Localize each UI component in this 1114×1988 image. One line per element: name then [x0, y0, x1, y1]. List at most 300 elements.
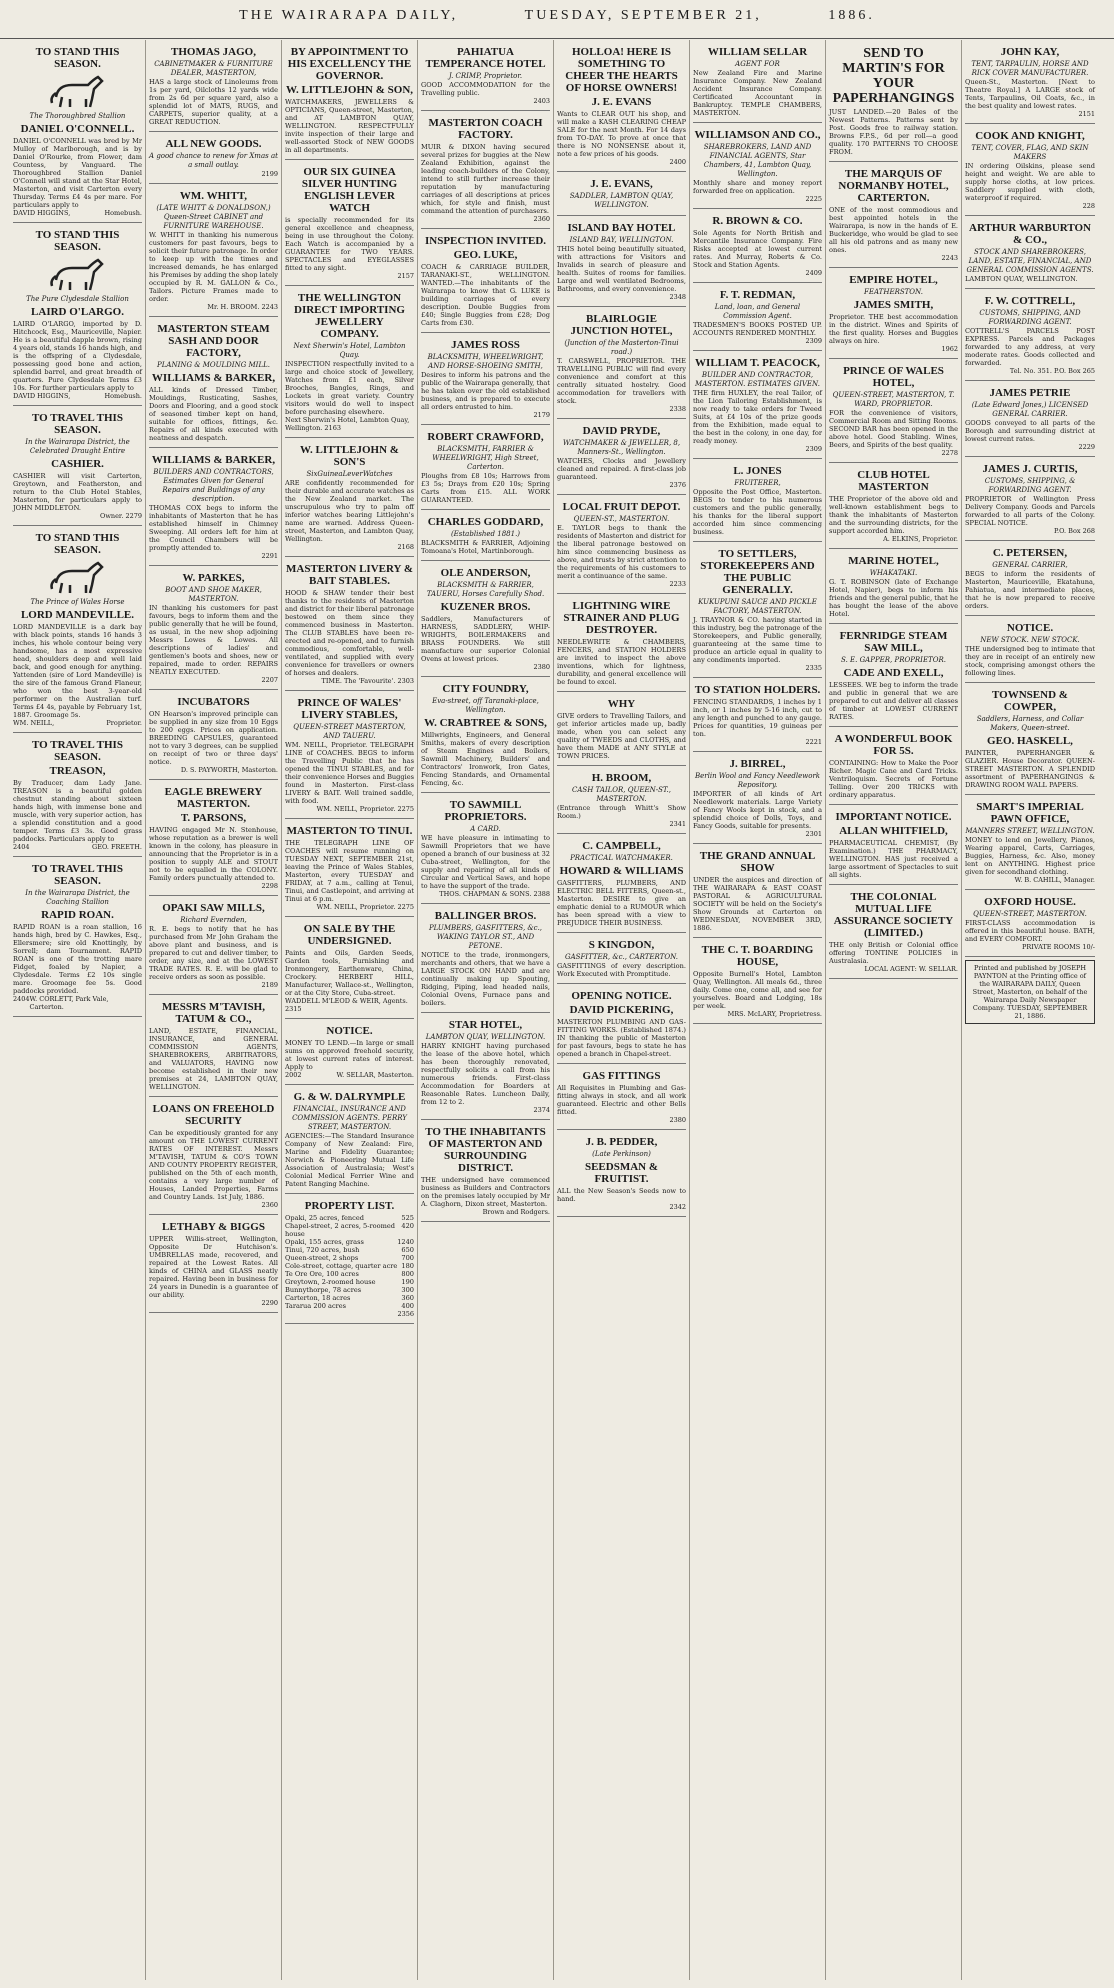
ad-footer	[829, 254, 958, 262]
ad-footer	[421, 663, 550, 671]
ad-footer-right: 2157	[397, 272, 414, 280]
advertisement	[285, 819, 414, 917]
ad-title: MARINE HOTEL,	[848, 555, 939, 567]
advertisement	[421, 904, 550, 1013]
advertisement	[557, 933, 686, 984]
ad-body-text: CASHIER will visit Carterton, Greytown, and Featherston, and return to the Club Hotel Stables, Masterton, for particulars apply to JOHN MIDDLETON.	[13, 472, 142, 512]
ad-subtitle: (Established 1881.)	[450, 530, 521, 538]
property-price: 400	[401, 1302, 414, 1310]
ad-body-text: JUST LANDED.—20 Bales of the Newest Patterns. Patterns sent by Post. Goods free to railway station. Browns F.P.S., 6d per roll—a good quality. 170 PATTERNS TO CHOOSE FROM.	[829, 108, 958, 156]
ad-footer-left: 2002	[285, 1071, 302, 1079]
ad-body-text: MASTERTON PLUMBING AND GAS-FITTING WORKS. (Established 1874.) IN thanking the public of Masterton for past favours, begs to state he has opened a branch in Chapel-street.	[557, 1018, 686, 1058]
advertisement	[557, 594, 686, 692]
ad-footer-right: 2290	[261, 1299, 278, 1307]
advertisement	[829, 162, 958, 268]
ad-footer-left: 2404	[13, 843, 30, 851]
ad-subtitle: SADDLER, LAMBTON QUAY, WELLINGTON.	[569, 192, 674, 209]
advertisement	[965, 289, 1095, 381]
ad-heading: J. E. EVANS	[591, 96, 652, 108]
advertisement	[965, 795, 1095, 890]
ad-footer	[557, 1116, 686, 1124]
ad-subtitle: (Late Edward Jones,) LICENSED GENERAL CARRIER.	[971, 401, 1089, 418]
ad-title: TOWNSEND & COWPER,	[992, 689, 1068, 713]
ad-title: TO STAND THIS SEASON.	[35, 46, 120, 70]
ad-footer-right: Homebush.	[104, 392, 142, 400]
ad-footer-left: DAVID HIGGINS,	[13, 392, 71, 400]
ad-body-text: CONTAINING: How to Make the Poor Richer. Magic Cane and Card Tricks. Ventriloquism. Secrets of Fortune Telling. Over 200 TRICKS with ordinary apparatus.	[829, 759, 958, 799]
ad-body-text: TRADESMEN'S BOOKS POSTED UP. ACCOUNTS RENDERED MONTHLY.	[693, 321, 822, 337]
ad-title: TO THE INHABITANTS OF MASTERTON AND SURROUNDING DISTRICT.	[425, 1126, 546, 1174]
ad-subtitle: SHAREBROKERS, LAND AND FINANCIAL AGENTS, Star Chambers, 41, Lambton Quay, Wellington.	[703, 143, 812, 178]
property-item: Tinui, 720 acres, bush	[285, 1246, 360, 1254]
ad-body-text: Proprietor. THE best accommodation in the district. Wines and Spirits of the first quality. Horses and Buggies always on hire.	[829, 313, 958, 345]
ad-footer	[965, 202, 1095, 210]
ad-subtitle: (Junction of the Masterton-Tinui road.)	[564, 339, 679, 356]
ad-subtitle: In the Wairarapa District, the Celebrated Draught Entire	[25, 438, 130, 455]
advertisement	[421, 40, 550, 111]
advertisement	[13, 40, 142, 223]
ad-subtitle: In the Wairarapa District, the Coaching Stallion	[25, 889, 130, 906]
ad-body-text: LAIRD O'LARGO, imported by D. Hitchcock, Esq., Mauriceville, Napier. He is a beautiful dapple brown, rising 4 years old, stands 16 hands high, and is the offspring of a Clydesdale, possessing good bone and action, splendid barrel, and great breadth of quarters. Pure Clydesdale Terms £3 10s. For further particulars apply to	[13, 320, 142, 392]
ad-footer-left: WM. NEILL,	[13, 719, 55, 727]
ad-title: H. BROOM,	[591, 772, 652, 784]
property-item: Tararua 200 acres	[285, 1302, 347, 1310]
ad-subtitle: Next Sherwin's Hotel, Lambton Quay.	[293, 342, 406, 359]
advertisement	[149, 132, 278, 184]
ad-footer-right: 2298	[261, 882, 278, 890]
ad-footer-right: 2225	[805, 195, 822, 203]
property-price: 300	[401, 1286, 414, 1294]
property-item: Greytown, 2-roomed house	[285, 1278, 376, 1286]
advertisement	[693, 542, 822, 678]
ad-body-text: WATCHMAKERS, JEWELLERS & OPTICIANS, Queen-street, Masterton, and AT LAMBTON QUAY, WELLINGTON. RESPECTFULLY invite inspection of their large and well-assorted Stock of NEW GOODS in all departments.	[285, 98, 414, 154]
ad-heading: TREASON,	[49, 765, 106, 777]
ad-heading: SEEDSMAN & FRUITIST.	[584, 1161, 659, 1185]
ad-footer-right: 2229	[1078, 443, 1095, 451]
advertisement	[557, 1130, 686, 1217]
ad-footer	[829, 345, 958, 353]
advertisement	[557, 692, 686, 766]
advertisement	[149, 566, 278, 690]
ad-footer-right: W. CORLETT, Park Vale, Carterton.	[29, 995, 109, 1011]
ad-footer-right: 2342	[669, 1203, 686, 1211]
ad-body-text: MUIR & DIXON having secured several prizes for buggies at the New Zealand Exhibition, against the leading coach-builders of the Colony, intend to still further increase their reputation by manufacturing carriages of all descriptions at prices which, for style and finish, must command the attention of purchasers.	[421, 143, 550, 215]
ad-heading: HOWARD & WILLIAMS	[559, 865, 684, 877]
ad-subtitle: A CARD.	[470, 825, 501, 833]
ad-title: J. BIRREL,	[729, 758, 786, 770]
ad-footer-right: 2374	[533, 1106, 550, 1114]
ad-footer-right: 2409	[805, 269, 822, 277]
ad-footer-right: 2199	[261, 170, 278, 178]
table-row	[285, 1278, 414, 1286]
ad-heading: DAVID PICKERING,	[569, 1004, 674, 1016]
ad-body-text: PROPRIETOR of Wellington Press Delivery Company. Goods and Parcels forwarded to all parts of the Colony. SPECIAL NOTICE.	[965, 495, 1095, 527]
advertisement	[285, 1085, 414, 1194]
ad-title: MASTERTON TO TINUI.	[286, 825, 413, 837]
ad-footer-left: 2404	[13, 995, 30, 1003]
ad-subtitle: BUILDER AND CONTRACTOR, MASTERTON. ESTIMATES GIVEN.	[695, 371, 820, 388]
column-7	[826, 40, 962, 1980]
ad-body-text: MONEY to lend on Jewellery, Pianos, Wearing apparel, Carts, Carriages, Buggies, Harness, &c. Also, money lent on ANYTHING. Highest price given for secondhand clothing.	[965, 836, 1095, 876]
ad-body-text: All Requisites in Plumbing and Gas-fitting always in stock, and all work guaranteed. Electric and other Bells fitted.	[557, 1084, 686, 1116]
ad-title: NOTICE.	[1006, 622, 1054, 634]
ad-body-text: New Zealand Fire and Marine Insurance Company. New Zealand Accident Insurance Company. Certificated Accountant in Bankruptcy. TEMPLE CHAMBERS, MASTERTON.	[693, 69, 822, 117]
ad-footer	[285, 677, 414, 685]
ad-title: WM. WHITT,	[179, 190, 248, 202]
ad-footer	[421, 890, 550, 898]
ad-footer	[693, 664, 822, 672]
advertisement	[285, 691, 414, 819]
ad-footer-right: Owner. 2279	[100, 512, 142, 520]
property-price: 360	[401, 1294, 414, 1302]
advertisement	[421, 510, 550, 561]
ad-body-text: ALL the New Season's Seeds now to hand.	[557, 1187, 686, 1203]
ad-body-text: HARRY KNIGHT having purchased the lease of the above hotel, which has been thoroughly renovated, respectfully solicits a call from his numerous friends. First-class Accommodation for Boarders at Reasonable Rates. Luncheon Daily, from 12 to 2.	[421, 1042, 550, 1106]
advertisement	[149, 40, 278, 132]
ad-footer-right: Homebush.	[104, 209, 142, 217]
ad-body-text: FENCING STANDARDS, 1 inches by 1 inch, or 1 inches by 5-16 inch, cut to any length and punched to any gauge. Prices for quantities, 19 guineas per ton.	[693, 698, 822, 738]
ad-footer	[421, 215, 550, 223]
ad-body-text: GOODS conveyed to all parts of the Borough and surrounding district at lowest current rates.	[965, 419, 1095, 443]
ad-title: A WONDERFUL BOOK FOR 5S.	[834, 733, 953, 757]
ad-body-text: Queen-St., Masterton. [Next to Theatre Royal.] A LARGE stock of Tents, Tarpaulins, Oil Coats, &c., in the best quality and lowest rates.	[965, 78, 1095, 110]
advertisement	[693, 752, 822, 844]
advertisement	[557, 834, 686, 933]
ad-subtitle: Eva-street, off Taranaki-place, Wellington.	[432, 697, 539, 714]
ad-footer	[149, 170, 278, 178]
ad-footer	[421, 1208, 550, 1216]
advertisement	[285, 557, 414, 691]
advertisement	[965, 124, 1095, 216]
ad-subtitle: TENT, TARPAULIN, HORSE AND RICK COVER MANUFACTURER.	[971, 60, 1089, 77]
ad-body-text: THIS hotel being beautifully situated, with attractions for Visitors and Invalids in search of pleasure and health. Suites of rooms for families. Large and well ventilated Bedrooms, Bathrooms, and every convenience.	[557, 245, 686, 293]
ad-footer	[965, 443, 1095, 451]
ad-title: LETHABY & BIGGS	[162, 1221, 265, 1233]
ad-title: OPENING NOTICE.	[571, 990, 672, 1002]
ad-footer-right: 2376	[669, 481, 686, 489]
advertisement	[557, 172, 686, 216]
ad-title: EMPIRE HOTEL,	[849, 274, 938, 286]
ad-title: THE GRAND ANNUAL SHOW	[699, 850, 816, 874]
advertisement	[285, 438, 414, 557]
ad-footer-right: 1962	[941, 345, 958, 353]
advertisement	[557, 495, 686, 594]
ad-heading: W. LITTLEJOHN & SON,	[285, 84, 414, 96]
ad-footer	[149, 552, 278, 560]
ad-footer	[285, 1310, 414, 1318]
ad-footer	[557, 158, 686, 166]
property-price: 650	[401, 1246, 414, 1254]
advertisement	[693, 938, 822, 1024]
ad-footer-right: 2309	[805, 337, 822, 345]
ad-subtitle: WHAKATAKI.	[869, 569, 918, 577]
ad-title: LOANS ON FREEHOLD SECURITY	[152, 1103, 275, 1127]
ad-footer-right: 2291	[261, 552, 278, 560]
ad-subtitle: FEATHERSTON.	[864, 288, 923, 296]
ad-heading: DANIEL O'CONNELL.	[20, 123, 135, 135]
ad-body-text: Desires to inform his patrons and the public of the Wairarapa generally, that he has taken over the old established business, and is prepared to execute all orders entrusted to him.	[421, 371, 550, 411]
ad-subtitle: The Thoroughbred Stallion	[29, 112, 126, 120]
ad-footer-right: 2309	[805, 445, 822, 453]
ad-title: JOHN KAY,	[1000, 46, 1060, 58]
horse-illustration	[48, 73, 108, 109]
ad-body-text: THE only British or Colonial office offering TONTINE POLICIES in Australasia.	[829, 941, 958, 965]
ad-subtitle: CUSTOMS, SHIPPING, & FORWARDING AGENT.	[984, 477, 1076, 494]
ad-footer-right: 2380	[669, 1116, 686, 1124]
advertisement	[829, 549, 958, 624]
property-price: 420	[401, 1222, 414, 1230]
ad-subtitle: BLACKSMITH, WHEELWRIGHT, AND HORSE-SHOEING SMITH,	[427, 353, 544, 370]
ad-body-text: Wants to CLEAR OUT his shop, and will make a KASH CLEARING CHEAP SALE for the next Month. For 14 days from TO-DAY. To prove at once that there is NO NONSENSE about it, note a few prices of his goods.	[557, 110, 686, 158]
ad-footer	[285, 805, 414, 813]
ad-title: DAVID PRYDE,	[582, 425, 661, 437]
advertisement	[557, 766, 686, 834]
advertisement	[557, 984, 686, 1064]
advertisement	[965, 40, 1095, 124]
property-price: 800	[401, 1270, 414, 1278]
ad-body-text: HAVING engaged Mr N. Stenhouse, whose reputation as a brewer is well known in the colony, has pleasure in announcing that the Proprietor is in a position to supply ALE and STOUT not to be equalled in the COLONY. Family orders punctually attended to.	[149, 826, 278, 882]
ad-subtitle: QUEEN-STREET MASTERTON, AND TAUERU.	[293, 723, 406, 740]
ad-body-text: IN ordering Oilskins, please send height and weight. We are able to supply horse cloths, at low prices. Saddlery supplied with cloth, waterproof if required.	[965, 162, 1095, 202]
property-item: Carterton, 18 acres	[285, 1294, 351, 1302]
advertisement	[149, 184, 278, 317]
ad-title: R. BROWN & CO.	[712, 215, 803, 227]
advertisement	[285, 160, 414, 286]
advertisement	[965, 616, 1095, 683]
ad-title: OLE ANDERSON,	[440, 567, 531, 579]
ad-title: EAGLE BREWERY MASTERTON.	[164, 786, 263, 810]
ad-title: TO STAND THIS SEASON.	[35, 532, 120, 556]
ad-footer-right: 2400	[669, 158, 686, 166]
ad-footer-right: W. B. CAHILL, Manager.	[1014, 876, 1095, 884]
property-item: Opaki, 155 acres, grass	[285, 1238, 364, 1246]
ad-footer	[829, 965, 958, 973]
horse-illustration	[48, 256, 108, 292]
ad-heading: CASHIER.	[51, 458, 104, 470]
ad-subtitle: PRACTICAL WATCHMAKER.	[570, 854, 673, 862]
ad-title: SMART'S IMPERIAL PAWN OFFICE,	[976, 801, 1084, 825]
ad-heading: LORD MANDEVILLE.	[20, 609, 135, 621]
ad-title: ROBERT CRAWFORD,	[427, 431, 544, 443]
property-item: Te Ore Ore, 100 acres	[285, 1270, 359, 1278]
ad-footer-right: Mr. H. BROOM. 2243	[207, 303, 278, 311]
ad-title: HOLLOA! HERE IS SOMETHING TO CHEER THE HEARTS OF HORSE OWNERS!	[565, 46, 678, 94]
ad-heading: T. PARSONS,	[180, 812, 247, 824]
advertisement	[693, 283, 822, 351]
ad-body-text: BEGS to inform the residents of Masterton, Mauriceville, Ekatahuna, Pahiatua, and intermediate places, that he is now prepared to receive orders.	[965, 570, 1095, 610]
ad-title: LIGHTNING WIRE STRAINER AND PLUG DESTROYER.	[563, 600, 680, 636]
property-price: 180	[401, 1262, 414, 1270]
ad-title: PRINCE OF WALES HOTEL,	[843, 365, 944, 389]
advertisement	[149, 1097, 278, 1215]
ad-body-text: RAPID ROAN is a roan stallion, 16 hands high, bred by C. Hawkes, Esq., Ellersmere; sire old Knottingly, by Sorrell; dam Tournament. RAPID ROAN is one of the trotting mare Fidget, foaled by Napier, a Clydesdale. Terms £2 10s single mare. Groomage fee 5s. Good paddocks provided.	[13, 923, 142, 995]
advertisement	[693, 351, 822, 459]
table-row	[285, 1222, 414, 1238]
ad-title: J. E. EVANS,	[590, 178, 653, 190]
ad-body-text: COTTRELL'S PARCELS POST EXPRESS. Parcels and Packages forwarded to any address, at very moderate rates. Goods collected and forwarded.	[965, 327, 1095, 367]
advertisement	[421, 425, 550, 510]
advertisement	[965, 890, 1095, 957]
ad-subtitle: Richard Evernden,	[180, 916, 247, 924]
ad-footer-right: 2356	[397, 1310, 414, 1318]
ad-subtitle: NEW STOCK. NEW STOCK.	[980, 636, 1080, 644]
ad-title: INCUBATORS	[177, 696, 250, 708]
column-6	[690, 40, 826, 1980]
ad-subtitle: BOOT AND SHOE MAKER, MASTERTON.	[165, 586, 262, 603]
ad-body-text: BLACKSMITH & FARRIER, Adjoining Tomoana's Hotel, Martinborough.	[421, 539, 550, 555]
ad-body-text: ONE of the most commodious and best appointed hotels in the Wairarapa, is now in the hands of E. Buckeridge, who would be glad to see all his old patrons and as many new ones.	[829, 206, 958, 254]
ad-subtitle: The Pure Clydesdale Stallion	[26, 295, 129, 303]
ad-body-text: IN thanking his customers for past favours, begs to inform them and the public generally that he will be found, as usual, in the new shop adjoining Messrs Lowes & Lowes. All descriptions of ladies' and gentlemen's boots and shoes, new or repaired, made to order. REPAIRS NEATLY EXECUTED.	[149, 604, 278, 676]
ad-footer-right: 2168	[397, 543, 414, 551]
ad-title: TO STAND THIS SEASON.	[35, 229, 120, 253]
ad-title: TO STATION HOLDERS.	[694, 684, 821, 696]
property-price: 1240	[397, 1238, 414, 1246]
ad-title: MASTERTON LIVERY & BAIT STABLES.	[286, 563, 413, 587]
ad-footer-right: 2380	[533, 663, 550, 671]
advertisement	[285, 40, 414, 160]
ad-body-text: GOOD ACCOMMODATION for the Travelling public.	[421, 81, 550, 97]
ad-title: ALL NEW GOODS.	[165, 138, 262, 150]
advertisement	[829, 40, 958, 162]
ad-subtitle: PLUMBERS, GASFITTERS, &c., WAKING TAYLOR ST., AND PETONE.	[428, 924, 543, 950]
ad-subtitle: KUKUPUNI SAUCE AND PICKLE FACTORY, MASTERTON.	[698, 598, 817, 615]
ad-title: THE COLONIAL MUTUAL LIFE ASSURANCE SOCIETY (LIMITED.)	[833, 891, 954, 939]
masthead	[0, 8, 1114, 39]
ad-footer	[285, 543, 414, 551]
advertisement	[557, 419, 686, 495]
advertisement	[421, 333, 550, 425]
masthead-right: 1886.	[828, 8, 875, 23]
advertisement	[149, 780, 278, 896]
ad-body-text: (Entrance through Whitt's Show Room.)	[557, 804, 686, 820]
ad-subtitle: (Late Perkinson)	[592, 1150, 651, 1158]
ad-title: F. T. REDMAN,	[719, 289, 796, 301]
ad-footer-right: 2233	[669, 580, 686, 588]
ad-title: F. W. COTTRELL,	[984, 295, 1076, 307]
ad-title: STAR HOTEL,	[448, 1019, 523, 1031]
ad-footer	[13, 719, 142, 727]
ad-subtitle: QUEEN-STREET, MASTERTON, T. WARD, PROPRIETOR.	[832, 391, 955, 408]
advertisement	[557, 307, 686, 419]
ad-body-text: Saddlers, Manufacturers of HARNESS, SADDLERY, WHIP-WRIGHTS, BOILERMAKERS and BRASS FOUNDERS. We still manufacture our superior Colonial Ovens at lowest prices.	[421, 615, 550, 663]
ad-footer	[693, 445, 822, 453]
ad-footer-right: Proprietor.	[106, 719, 142, 727]
ad-subtitle: The Prince of Wales Horse	[30, 598, 125, 606]
ad-title: C. CAMPBELL,	[582, 840, 661, 852]
advertisement	[285, 1194, 414, 1324]
ad-body-text: ALL kinds of Dressed Timber, Mouldings, Rusticating, Sashes, Doors and Flooring, and a good stock of seasoned timber kept on hand, suitable for offices, fittings, &c. Repairs of all kinds executed with neatness and despatch.	[149, 386, 278, 442]
ad-heading: GEO. HASKELL,	[987, 735, 1073, 747]
ad-footer	[13, 995, 142, 1011]
ad-body-text: PAINTER, PAPERHANGER & GLAZIER. House Decorator. QUEEN-STREET MASTERTON. A SPLENDID assortment of PAPERHANGINGS & DRAWING ROOM WALL PAPERS.	[965, 749, 1095, 789]
ad-heading: RAPID ROAN.	[41, 909, 114, 921]
ad-subtitle: AGENT FOR	[735, 60, 780, 68]
ad-body-text: IMPORTER of all kinds of Art Needlework materials. Large Variety of Fancy Wools kept in stock, and a splendid choice of Dolls, Toys, and Fancy Goods, suitable for presents.	[693, 790, 822, 830]
advertisement	[693, 678, 822, 752]
ad-title: NOTICE.	[326, 1025, 373, 1037]
ad-footer	[557, 405, 686, 413]
ad-footer-right: 2151	[1078, 110, 1095, 118]
ad-title: W. LITTLEJOHN & SON'S	[300, 444, 399, 468]
advertisement	[693, 40, 822, 123]
ad-body-text: UNDER the auspices and direction of THE WAIRARAPA & EAST COAST PASTORAL & AGRICULTURAL SOCIETY will be held on the Society's Show Grounds at Carterton on WEDNESDAY, NOVEMBER 3RD, 1886.	[693, 876, 822, 932]
ad-body-text: Millwrights, Engineers, and General Smiths, makers of every description of Steam Engines and Boilers, Sawmill Machinery, Builders' and Contractors' Ironwork, Iron Gates, Fencing Standards, and Ornamental Fencing, &c.	[421, 731, 550, 787]
ad-body-text: Opposite the Post Office, Masterton. BEGS to tender to his numerous customers and the public generally, his thanks for the liberal support accorded him since commencing business.	[693, 488, 822, 536]
ad-footer-right: A. ELKINS, Proprietor.	[883, 535, 958, 543]
ad-subtitle: QUEEN-ST., MASTERTON.	[573, 515, 670, 523]
property-list-table	[285, 1214, 414, 1310]
ad-footer	[149, 1299, 278, 1307]
ad-title: JAMES J. CURTIS,	[982, 463, 1078, 475]
ad-subtitle: CABINETMAKER & FURNITURE DEALER, MASTERTON,	[154, 60, 273, 77]
property-price: 190	[401, 1278, 414, 1286]
ad-footer	[285, 903, 414, 911]
ad-footer-right: 2338	[669, 405, 686, 413]
ad-footer	[149, 303, 278, 311]
advertisement	[965, 216, 1095, 289]
ad-body-text: WM. NEILL, Proprietor. TELEGRAPH LINE of COACHES. BEGS to inform the Travelling Public that he has opened the TINUI STABLES, and for their convenience Horses and Buggies found in Masterton. First-class LIVERY & BAIT. Well trained saddle, with food.	[285, 741, 414, 805]
ad-subtitle: BLACKSMITH, FARRIER & WHEELWRIGHT, High Street, Carterton.	[432, 445, 539, 471]
ad-title: SEND TO MARTIN'S FOR YOUR PAPERHANGINGS	[832, 46, 955, 106]
ad-body-text: ON Hearson's improved principle can be supplied in any size from 10 Eggs to 200 eggs. Prices on application. BREEDING CAPSULES, guaranteed not to vary 3 degrees, can be supplied on receipt of two or three days' notice.	[149, 710, 278, 766]
ad-footer	[13, 843, 142, 851]
ad-title: WILLIAM SELLAR	[707, 46, 808, 58]
ad-title: CITY FOUNDRY,	[442, 683, 529, 695]
ad-subtitle: PLANING & MOULDING MILL.	[157, 361, 270, 369]
ad-title: TO SETTLERS, STOREKEEPERS AND THE PUBLIC GENERALLY.	[700, 548, 815, 596]
ad-title: LOCAL FRUIT DEPOT.	[562, 501, 681, 513]
ad-footer	[829, 449, 958, 457]
ad-footer-right: 2179	[533, 411, 550, 419]
ad-body-text: LESSEES. WE beg to inform the trade and public in general that we are prepared to cut and deliver all classes of timber at LOWEST CURRENT RATES.	[829, 681, 958, 721]
ad-title: WILLIAMS & BARKER,	[151, 454, 276, 466]
ad-footer-right: 2243	[941, 254, 958, 262]
ad-body-text: Monthly share and money report forwarded free on application.	[693, 179, 822, 195]
advertisement	[285, 286, 414, 438]
ad-title: TO TRAVEL THIS SEASON.	[32, 412, 123, 436]
ad-subtitle: TENT, COVER, FLAG, AND SKIN MAKERS	[971, 144, 1089, 161]
ad-title: MASTERTON COACH FACTORY.	[428, 117, 543, 141]
ad-footer	[693, 195, 822, 203]
ad-heading: ALLAN WHITFIELD,	[839, 825, 948, 837]
advertisement	[965, 381, 1095, 457]
ad-title: OUR SIX GUINEA SILVER HUNTING ENGLISH LEVER WATCH	[301, 166, 398, 214]
ad-footer-right: WM. NEILL, Proprietor. 2275	[316, 903, 414, 911]
table-row	[285, 1214, 414, 1222]
ad-title: ARTHUR WARBURTON & CO.,	[969, 222, 1091, 246]
ad-title: JAMES ROSS	[451, 339, 520, 351]
property-item: Queen-street, 2 shops	[285, 1254, 359, 1262]
ad-footer	[829, 535, 958, 543]
ad-footer	[965, 943, 1095, 951]
ad-subtitle: Berlin Wool and Fancy Needlework Repository.	[694, 772, 821, 789]
ad-subtitle: GASFITTER, &c., CARTERTON.	[565, 953, 678, 961]
column-3	[282, 40, 418, 1980]
ad-subtitle: FINANCIAL, INSURANCE AND COMMISSION AGENTS. PERRY STREET, MASTERTON.	[292, 1105, 407, 1131]
ad-body-text: R. E. begs to notify that he has purchased from Mr John Graham the above plant and business, and is prepared to cut and deliver timber, to order, any size, and at the LOWEST TRADE RATES. R. E. will be glad to receive orders as soon as possible.	[149, 925, 278, 981]
ad-title: THOMAS JAGO,	[171, 46, 256, 58]
ad-footer-right: Brown and Rodgers.	[482, 1208, 550, 1216]
advertisement	[965, 541, 1095, 616]
property-price: 700	[401, 1254, 414, 1262]
advertisement	[13, 406, 142, 526]
advertisement	[693, 844, 822, 938]
advertisement	[421, 677, 550, 793]
ad-footer-right: LOCAL AGENT: W. SELLAR.	[864, 965, 958, 973]
ad-title: THE WELLINGTON DIRECT IMPORTING JEWELLERY COMPANY.	[294, 292, 405, 340]
ad-title: THE C. T. BOARDING HOUSE,	[701, 944, 814, 968]
